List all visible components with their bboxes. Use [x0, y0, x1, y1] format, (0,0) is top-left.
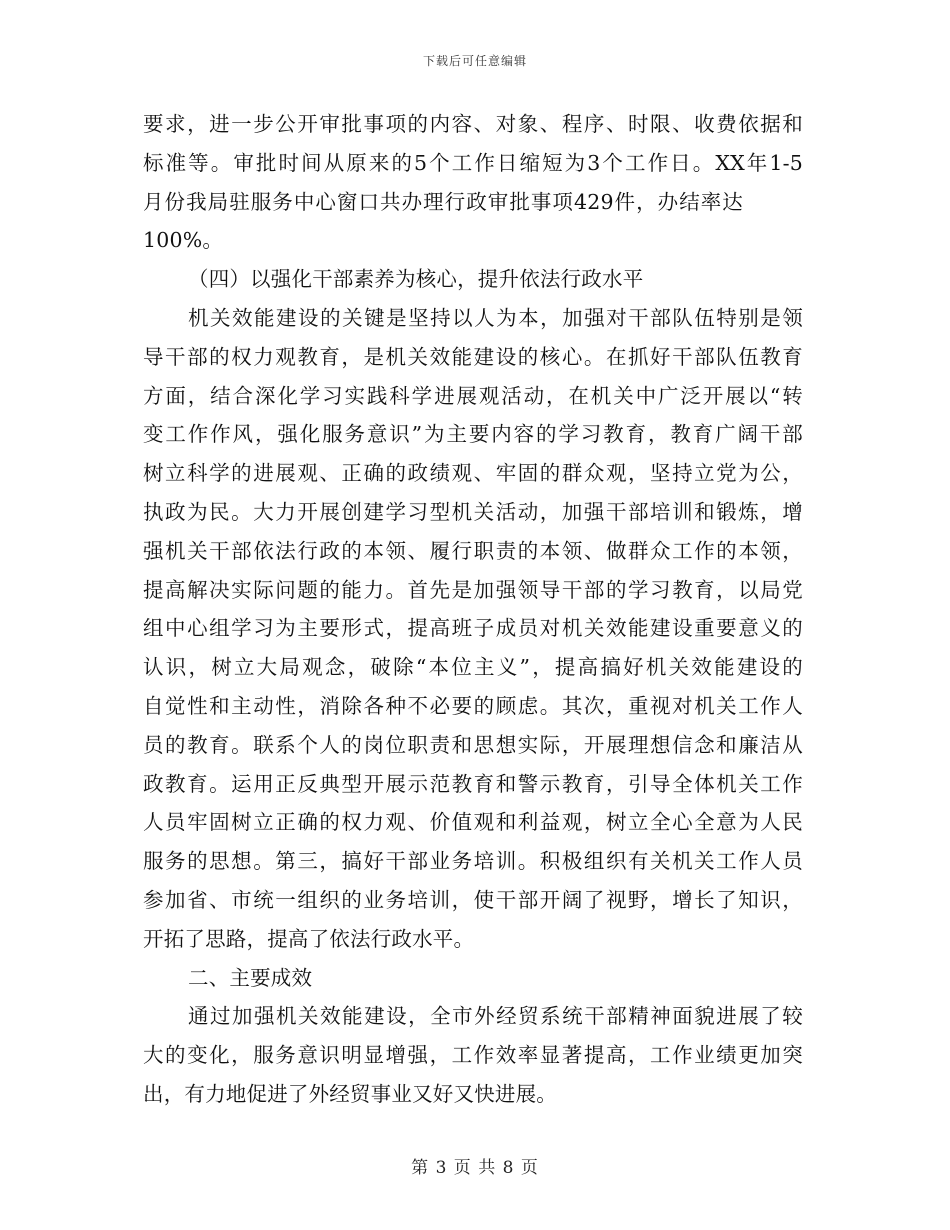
body-line: 强机关干部依法行政的本领、履行职责的本领、做群众工作的本领，: [143, 538, 803, 563]
body-line: 自觉性和主动性，消除各种不必要的顾虑。其次，重视对机关工作人: [143, 693, 803, 718]
body-line: 标准等。审批时间从原来的5个工作日缩短为3个工作日。XX年1-5: [143, 150, 803, 175]
body-line: 开拓了思路，提高了依法行政水平。: [143, 926, 475, 951]
body-line: 出，有力地促进了外经贸事业又好又快进展。: [143, 1081, 557, 1106]
body-line: 大的变化，服务意识明显增强，工作效率显著提高，工作业绩更加突: [143, 1043, 803, 1068]
body-line: 树立科学的进展观、正确的政绩观、牢固的群众观，坚持立党为公，: [143, 461, 803, 486]
body-line: 变工作作风，强化服务意识”为主要内容的学习教育，教育广阔干部: [143, 422, 803, 447]
body-line: 100%。: [143, 228, 224, 253]
body-line: 政教育。运用正反典型开展示范教育和警示教育，引导全体机关工作: [143, 771, 803, 796]
body-line: 组中心组学习为主要形式，提高班子成员对机关效能建设重要意义的: [143, 616, 803, 641]
body-line: 导干部的权力观教育，是机关效能建设的核心。在抓好干部队伍教育: [143, 344, 803, 369]
body-line: 员的教育。联系个人的岗位职责和思想实际，开展理想信念和廉洁从: [143, 732, 803, 757]
page-number: 第 3 页 共 8 页: [411, 1158, 539, 1178]
body-line: 服务的思想。第三，搞好干部业务培训。积极组织有关机关工作人员: [143, 849, 803, 874]
body-line: 提高解决实际问题的能力。首先是加强领导干部的学习教育，以局党: [143, 577, 803, 602]
section-heading: （四）以强化干部素养为核心，提升依法行政水平: [188, 267, 644, 292]
paragraph-first-line: 通过加强机关效能建设，全市外经贸系统干部精神面貌进展了较: [188, 1004, 803, 1029]
body-line: 月份我局驻服务中心窗口共办理行政审批事项429件，办结率达: [143, 189, 743, 214]
paragraph-first-line: 机关效能建设的关键是坚持以人为本，加强对干部队伍特别是领: [188, 305, 803, 330]
document-body: [143, 105, 803, 1114]
body-line: 人员牢固树立正确的权力观、价值观和利益观，树立全心全意为人民: [143, 810, 803, 835]
body-line: 认识，树立大局观念，破除“本位主义”，提高搞好机关效能建设的: [143, 655, 803, 680]
body-line: 方面，结合深化学习实践科学进展观活动，在机关中广泛开展以“转: [143, 383, 803, 408]
body-line: 要求，进一步公开审批事项的内容、对象、程序、时限、收费依据和: [143, 112, 803, 136]
body-line: 执政为民。大力开展创建学习型机关活动，加强干部培训和锻炼，增: [143, 499, 803, 524]
body-line: 参加省、市统一组织的业务培训，使干部开阔了视野，增长了知识，: [143, 887, 803, 912]
page-header: 下载后可任意编辑: [422, 54, 527, 68]
section-heading: 二、主要成效: [188, 965, 313, 990]
